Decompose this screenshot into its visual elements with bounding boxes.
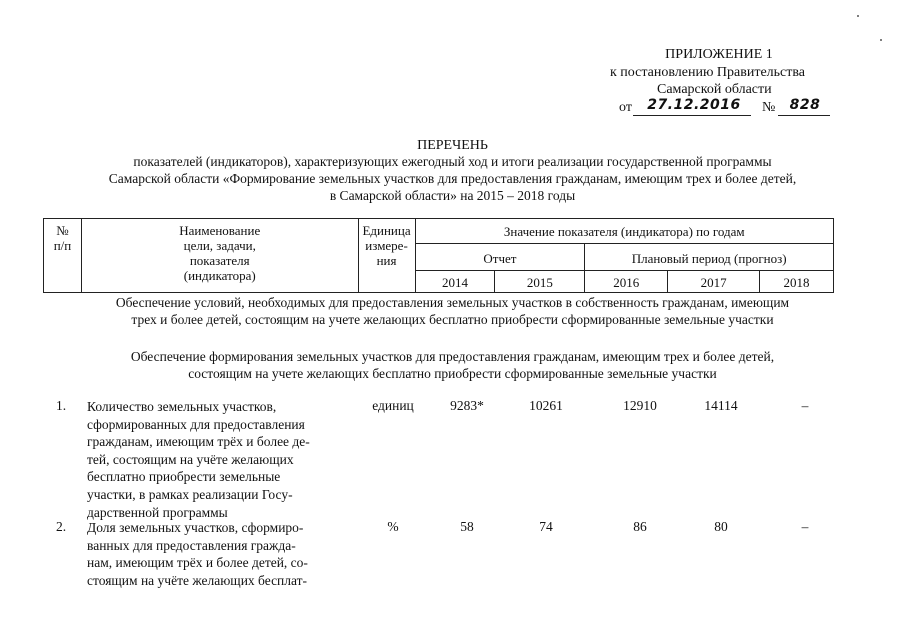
desc-line: Доля земельных участков, сформиро- [87, 520, 304, 535]
indicator-table-header [43, 218, 834, 293]
row-value-2016: 86 [633, 519, 647, 534]
task-line1: Обеспечение формирования земельных участков для предоставления гражданам, имеющим трех и более детей, [130, 349, 775, 364]
goal-line1: Обеспечение условий, необходимых для предоставления земельных участков в собственность гражданам, имеющим [115, 295, 790, 310]
header-num-cell [44, 219, 82, 293]
row-value-2018: – [801, 398, 809, 413]
header-unit-line: ния [376, 253, 397, 268]
header-plan: Плановый период (прогноз) [585, 244, 834, 271]
scan-dot [880, 39, 882, 41]
desc-line: гражданам, имеющим трёх и более де- [87, 434, 310, 450]
desc-line: стоящим на учёте желающих бесплат- [87, 572, 308, 588]
task-line2: состоящим на учете желающих бесплатно приобрести сформированные земельные участки [188, 366, 717, 381]
header-num-abbr: п/п [53, 238, 72, 253]
row-unit: % [387, 519, 399, 534]
doc-title-line2: Самарской области «Формирование земельных участков для предоставления гражданам, имеющим трех и более детей, [108, 171, 797, 186]
header-report: Отчет [415, 244, 585, 271]
row-value-2017: 80 [714, 519, 728, 534]
row-value-2014: 58 [460, 519, 474, 534]
row-number: 1. [56, 398, 67, 413]
row-number: 2. [56, 519, 67, 534]
header-name-cell [81, 219, 358, 293]
desc-line: ванных для предоставления гражда- [87, 537, 296, 553]
row-value-2014: 9283* [450, 398, 484, 413]
header-values-title: Значение показателя (индикатора) по годам [415, 219, 833, 244]
date-underline [633, 115, 751, 116]
row-value-2017: 14114 [704, 398, 738, 413]
header-name-line: (индикатора) [183, 268, 256, 283]
desc-line: бесплатно приобрести земельные [87, 469, 281, 485]
header-year: 2017 [668, 271, 760, 293]
appendix-from: от [619, 100, 632, 115]
appendix-block [600, 0, 860, 130]
desc-line: участки, в рамках реализации Госу- [87, 486, 293, 502]
number-underline [778, 115, 830, 116]
header-unit-cell [358, 219, 415, 293]
header-year: 2016 [585, 271, 668, 293]
header-name-line: цели, задачи, [183, 238, 256, 253]
header-unit-line: измере- [365, 238, 408, 253]
row-description [87, 398, 350, 521]
scan-dot [857, 15, 859, 17]
appendix-line1: к постановлению Правительства [610, 65, 806, 80]
appendix-line2: Самарской области [657, 82, 772, 97]
row-unit: единиц [372, 398, 414, 413]
table-row [0, 398, 905, 523]
header-name-line: Наименование [179, 223, 261, 238]
header-name-line: показателя [189, 253, 250, 268]
appendix-date: 27.12.2016 [647, 97, 741, 113]
row-value-2018: – [801, 519, 809, 534]
row-value-2015: 10261 [529, 398, 563, 413]
doc-title-line3: в Самарской области» на 2015 – 2018 годы [329, 188, 576, 203]
row-value-2016: 12910 [623, 398, 657, 413]
appendix-number-sign: № [762, 100, 776, 115]
header-num-symbol: № [56, 223, 69, 238]
doc-title-line1: показателей (индикаторов), характеризующих ежегодный ход и итоги реализации государственной программы [133, 154, 772, 169]
appendix-number: 828 [789, 97, 821, 113]
header-year: 2015 [495, 271, 585, 293]
header-unit-line: Единица [362, 223, 411, 238]
desc-line: сформированных для предоставления [87, 416, 305, 432]
desc-line: тей, состоящим на учёте желающих [87, 451, 294, 467]
desc-line: Количество земельных участков, [87, 399, 277, 414]
row-value-2015: 74 [539, 519, 553, 534]
appendix-title: ПРИЛОЖЕНИЕ 1 [665, 47, 773, 62]
desc-line: дарственной программы [87, 504, 228, 520]
doc-heading: ПЕРЕЧЕНЬ [417, 138, 488, 153]
goal-line2: трех и более детей, состоящим на учете желающих бесплатно приобрести сформированные земельные участки [131, 312, 774, 327]
table-row [0, 519, 905, 640]
header-year: 2018 [760, 271, 834, 293]
row-description [87, 519, 350, 589]
header-year: 2014 [415, 271, 495, 293]
desc-line: нам, имеющим трёх и более детей, со- [87, 555, 308, 571]
